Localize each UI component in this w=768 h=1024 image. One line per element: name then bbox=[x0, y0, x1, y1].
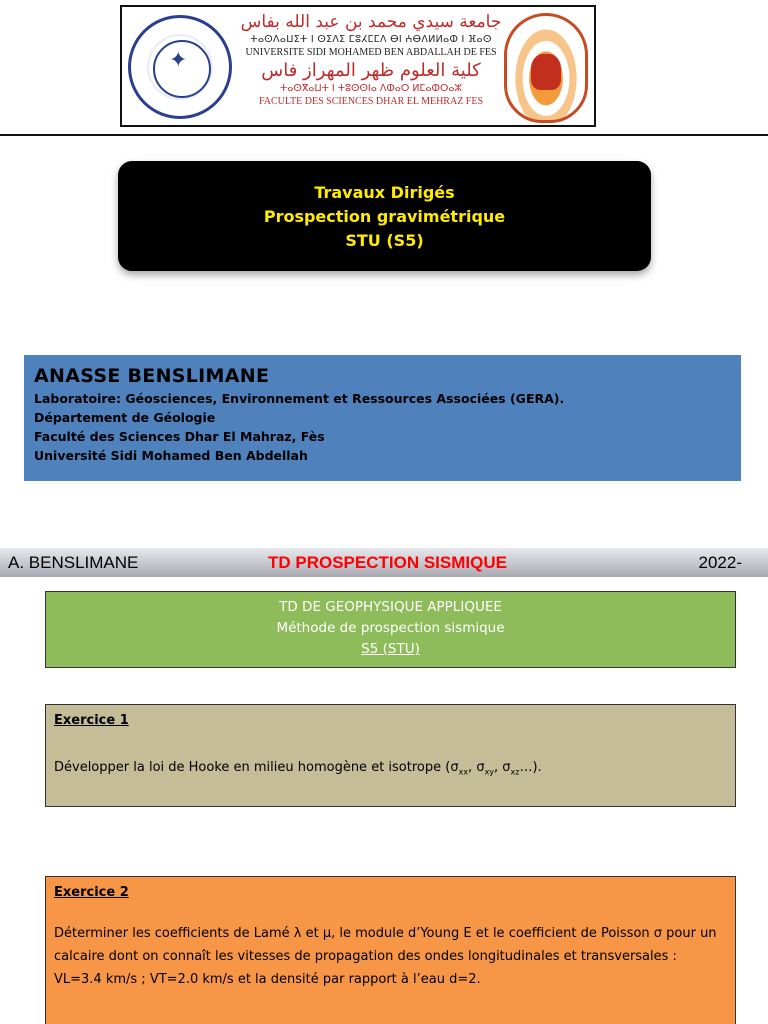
exercise-2-text: Déterminer les coefficients de Lamé λ et μ, le module d’Young E et le coefficient de Poisson σ pour un calcaire dont on connaît les vitesses de propagation des ondes longitudinales et transversales : VL=3.4 km/s ; VT=2.0 km/s et la densité par rapport à l’eau d=2. bbox=[54, 926, 717, 987]
course-box bbox=[45, 591, 736, 668]
exercise-2-title: Exercice 2 bbox=[54, 885, 129, 900]
subscript-xy: xy bbox=[484, 767, 495, 777]
header-divider bbox=[0, 134, 768, 136]
bar-author: A. BENSLIMANE bbox=[8, 553, 139, 572]
author-box bbox=[24, 355, 741, 481]
course-line-1: TD DE GEOPHYSIQUE APPLIQUEE bbox=[279, 599, 502, 615]
title-box bbox=[118, 161, 651, 271]
running-header-bar bbox=[0, 548, 768, 577]
sigma-symbol: σ bbox=[476, 760, 485, 775]
separator: , bbox=[494, 760, 503, 775]
faculty-emblem-logo bbox=[504, 13, 588, 123]
author-name: ANASSE BENSLIMANE bbox=[34, 365, 270, 387]
header-arabic-faculty: كلية العلوم ظهر المهراز فاس bbox=[261, 60, 481, 81]
sigma-symbol: σ bbox=[450, 760, 459, 775]
header-french-university: UNIVERSITE SIDI MOHAMED BEN ABDALLAH DE FES bbox=[245, 47, 497, 58]
emblem-core bbox=[531, 54, 561, 90]
sigma-symbol: σ bbox=[502, 760, 511, 775]
author-lab: Laboratoire: Géosciences, Environnement et Ressources Associées (GERA). bbox=[34, 391, 565, 406]
author-department: Département de Géologie bbox=[34, 410, 216, 425]
bar-title: TD PROSPECTION SISMIQUE bbox=[268, 553, 507, 572]
header-french-faculty: FACULTE DES SCIENCES DHAR EL MEHRAZ FES bbox=[258, 96, 484, 107]
star-icon: ✦ bbox=[169, 48, 188, 73]
subscript-xz: xz bbox=[510, 767, 520, 777]
course-line-2: Méthode de prospection sismique bbox=[276, 620, 505, 636]
header-tifinagh-faculty: ⵜⴰⵙⴳⴰⵡⵜ ⵏ ⵜⵓⵙⵙⵏⴰ ⴷⵀⴰⵔ ⵍⵎⴰⵀⵔⴰⵣ bbox=[279, 83, 463, 94]
author-university: Université Sidi Mohamed Ben Abdellah bbox=[34, 448, 308, 463]
bar-year: 2022- bbox=[698, 553, 742, 572]
title-line-2: Prospection gravimétrique bbox=[263, 207, 506, 226]
university-seal-logo bbox=[128, 15, 232, 119]
header-tifinagh-university: ⵜⴰⵙⴷⴰⵡⵉⵜ ⵏ ⵙⵉⴷⵉ ⵎⵓⵃⵎⵎⴷ ⴱⵏ ⵄⴱⴷⵍⵍⴰⵀ ⵏ ⴼⴰⵙ bbox=[250, 34, 492, 45]
exercise-1-text bbox=[54, 758, 727, 783]
course-line-3: S5 (STU) bbox=[361, 641, 420, 657]
exercise-1-text-after: …). bbox=[519, 760, 542, 775]
author-faculty: Faculté des Sciences Dhar El Mahraz, Fès bbox=[34, 429, 325, 444]
header-text-block bbox=[240, 11, 502, 108]
subscript-xx: xx bbox=[458, 767, 469, 777]
separator: , bbox=[468, 760, 477, 775]
exercise-1-text-before: Développer la loi de Hooke en milieu homogène et isotrope ( bbox=[54, 760, 451, 775]
exercise-1-title: Exercice 1 bbox=[54, 713, 129, 728]
university-header bbox=[120, 5, 596, 127]
header-arabic-university: جامعة سيدي محمد بن عبد الله بفاس bbox=[240, 12, 502, 32]
exercise-1-box bbox=[45, 704, 736, 807]
title-line-3: STU (S5) bbox=[345, 231, 424, 250]
title-line-1: Travaux Dirigés bbox=[314, 183, 455, 202]
exercise-2-box bbox=[45, 876, 736, 1024]
